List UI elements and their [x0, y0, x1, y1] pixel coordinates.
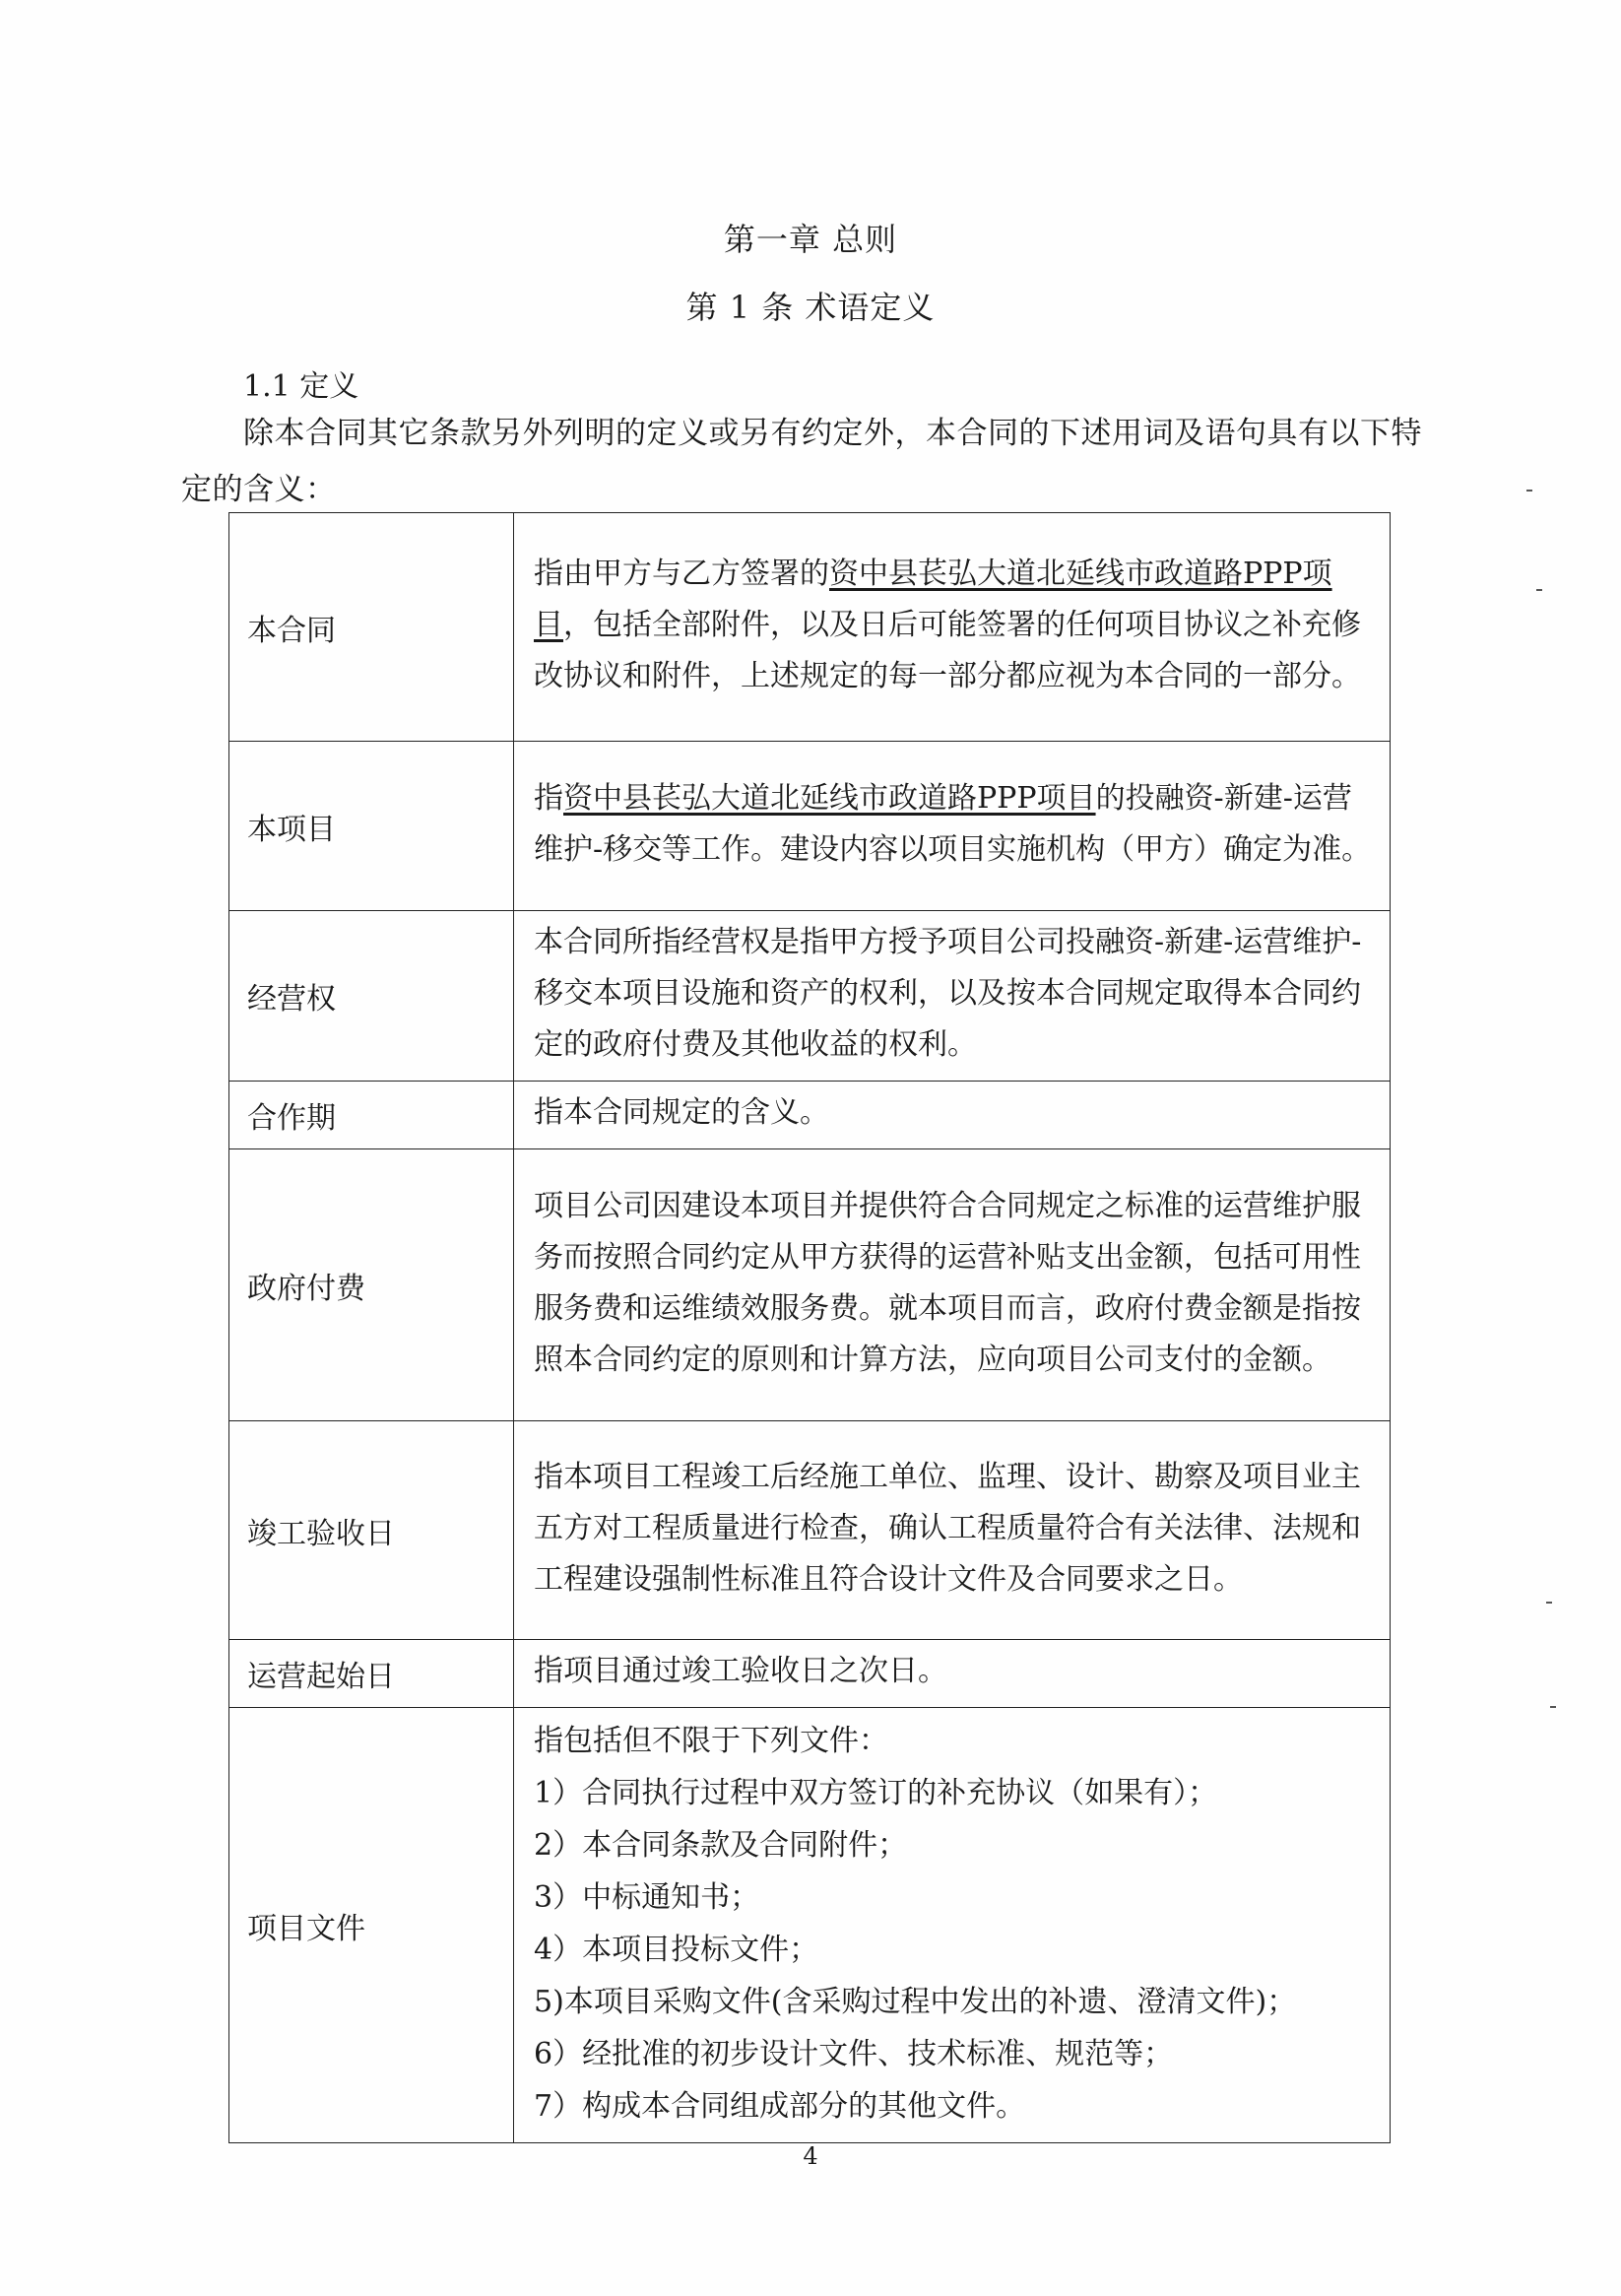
- scan-speck: [1526, 490, 1532, 492]
- definition-cell: [514, 1708, 1391, 2143]
- definition-cell: 指项目通过竣工验收日之次日。: [514, 1640, 1391, 1708]
- list-item: 1）合同执行过程中双方签订的补充协议（如果有）；: [534, 1775, 1218, 1810]
- term-cell: 政府付费: [229, 1149, 514, 1421]
- intro-paragraph: 除本合同其它条款另外列明的定义或另有约定外，本合同的下述用词及语句具有以下特定的含义：: [181, 416, 1422, 507]
- term-cell: 本项目: [229, 742, 514, 911]
- list-item: 7）构成本合同组成部分的其他文件。: [534, 2088, 1026, 2124]
- definition-cell: 指本项目工程竣工后经施工单位、监理、设计、勘察及项目业主五方对工程质量进行检查，确认工程质量符合有关法律、法规和工程建设强制性标准且符合设计文件及合同要求之日。: [514, 1421, 1391, 1640]
- page-number: 4: [803, 2142, 818, 2170]
- table-row: [229, 1082, 1391, 1149]
- list-item: 2）本合同条款及合同附件；: [534, 1827, 908, 1863]
- term-cell: 竣工验收日: [229, 1421, 514, 1640]
- list-item: 5)本项目采购文件(含采购过程中发出的补遗、澄清文件)；: [534, 1984, 1297, 2019]
- definitions-table: [228, 512, 1391, 2143]
- scan-speck: [1536, 589, 1542, 591]
- list-item: 3）中标通知书；: [534, 1879, 760, 1915]
- section-heading: 1.1 定义: [243, 369, 359, 404]
- table-row: [229, 1421, 1391, 1640]
- definition-text: 指由甲方与乙方签署的: [534, 556, 829, 591]
- chapter-title: 第一章 总则: [723, 221, 898, 258]
- table-row: [229, 911, 1391, 1082]
- definition-cell: [514, 513, 1391, 742]
- table-row: [229, 513, 1391, 742]
- definition-text: 的投融资-新建-运营维护-移交等工作。建设内容以项目实施机构（甲方）确定为准。: [534, 780, 1372, 867]
- scan-speck: [1546, 1602, 1552, 1604]
- definition-cell: 指本合同规定的含义。: [514, 1082, 1391, 1149]
- definition-cell: 项目公司因建设本项目并提供符合合同规定之标准的运营维护服务而按照合同约定从甲方获得的运营补贴支出金额，包括可用性服务费和运维绩效服务费。就本项目而言，政府付费金额是指按照本合同约定的原则和计算方法，应向项目公司支付的金额。: [514, 1149, 1391, 1421]
- list-item: 4）本项目投标文件；: [534, 1932, 819, 1967]
- list-item: 6）经批准的初步设计文件、技术标准、规范等；: [534, 2036, 1174, 2071]
- document-list: [534, 1767, 1372, 2132]
- term-cell: 项目文件: [229, 1708, 514, 2143]
- scan-speck: [1550, 1706, 1556, 1708]
- definition-text: 指包括但不限于下列文件：: [534, 1723, 888, 1758]
- table-row: [229, 1640, 1391, 1708]
- term-cell: 合作期: [229, 1082, 514, 1149]
- table-row: [229, 1149, 1391, 1421]
- project-name-underlined: 资中县苌弘大道北延线市政道路PPP项目: [563, 780, 1096, 816]
- term-cell: 本合同: [229, 513, 514, 742]
- definition-text: ，包括全部附件，以及日后可能签署的任何项目协议之补充修改协议和附件，上述规定的每一部分都应视为本合同的一部分。: [534, 607, 1361, 693]
- definition-text: 指: [534, 780, 563, 816]
- table-row: [229, 1708, 1391, 2143]
- term-cell: 运营起始日: [229, 1640, 514, 1708]
- project-name-underlined: 资中县苌弘大道北延线市政道路PPP项目: [534, 556, 1332, 642]
- definition-cell: [514, 742, 1391, 911]
- table-row: [229, 742, 1391, 911]
- article-title: 第 1 条 术语定义: [685, 289, 936, 326]
- term-cell: 经营权: [229, 911, 514, 1082]
- definition-cell: 本合同所指经营权是指甲方授予项目公司投融资-新建-运营维护-移交本项目设施和资产的权利，以及按本合同规定取得本合同约定的政府付费及其他收益的权利。: [514, 911, 1391, 1082]
